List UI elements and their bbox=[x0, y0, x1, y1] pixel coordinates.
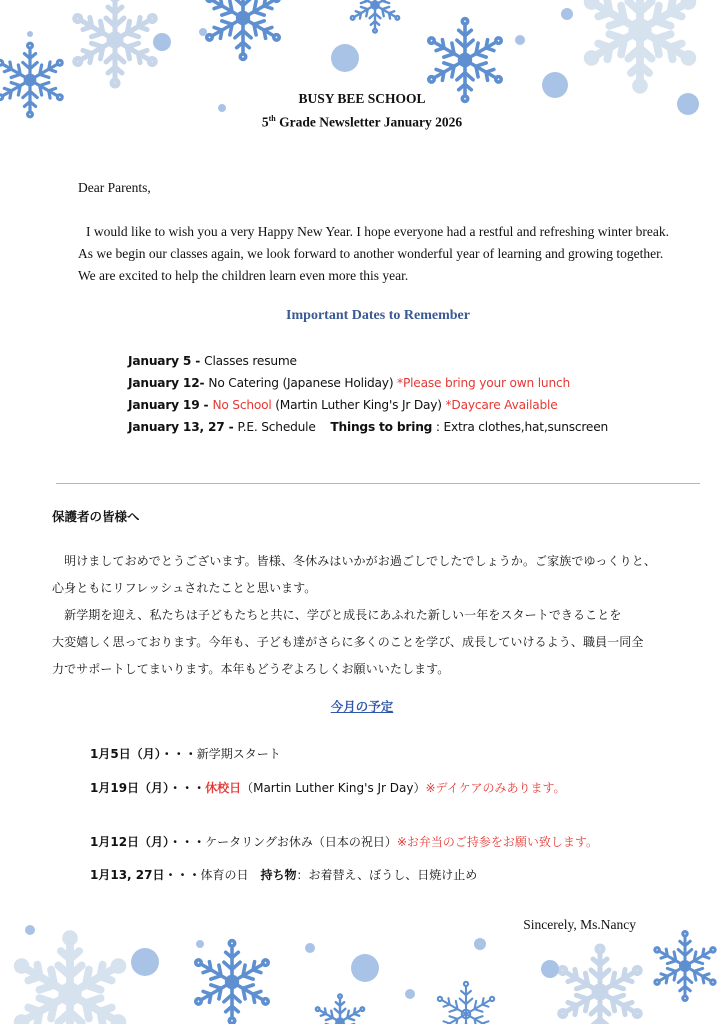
snowflake-icon bbox=[582, 0, 697, 90]
schedule-row: 1月19日（月）・・・休校日（Martin Luther King's Jr Day）※デイケアのみあります。 bbox=[90, 781, 566, 795]
date-row: January 12- No Catering (Japanese Holiday) *Please bring your own lunch bbox=[128, 376, 570, 390]
schedule-heading: 今月の予定 bbox=[330, 699, 394, 714]
snowflake-icon bbox=[652, 932, 719, 1001]
english-paragraph: I would like to wish you a very Happy New Year. I hope everyone had a restful and refreshing winter break. As we begin our classes again, we look forward to another wonderful year of learning and growing together. We are excited to help the children learn even more this year. bbox=[78, 224, 669, 283]
schedule-row: 1月12日（月）・・・ケータリングお休み（日本の祝日）※お弁当のご持参をお願い致します。 bbox=[90, 835, 598, 849]
japanese-paragraph: 明けましておめでとうございます。皆様、冬休みはいかがお過ごしでしたでしょうか。ご家族でゆっくりと、 心身ともにリフレッシュされたことと思います。 新学期を迎え、私たちは子どもたちと共に、学びと成長にあふれた新しい一年をスタートできることを 大変嬉しく思っております。今年も、子ども達がさらに多くのことを学び、成長していけるよう、職員一同全 力でサポートしてまいります。本年もどうぞよろしくお願いいたします。 bbox=[52, 554, 656, 676]
schedule-row: 1月5日（月）・・・新学期スタート bbox=[90, 747, 281, 761]
top-snowflake-border bbox=[0, 0, 724, 130]
important-dates-heading: Important Dates to Remember bbox=[286, 308, 470, 323]
important-dates-list bbox=[128, 350, 608, 438]
snowflake-icon bbox=[313, 994, 366, 1024]
schedule-row: 1月13, 27日・・・体育の日 持ち物：お着替え、ぼうし、日焼け止め bbox=[90, 868, 478, 882]
school-name: BUSY BEE SCHOOL bbox=[298, 91, 426, 106]
snowflake-icon bbox=[425, 19, 505, 102]
section-divider bbox=[56, 483, 700, 484]
newsletter-title: 5th Grade Newsletter January 2026 bbox=[261, 114, 463, 130]
snowflake-icon bbox=[71, 0, 160, 86]
date-row: January 5 - Classes resume bbox=[128, 354, 297, 368]
japanese-greeting: 保護者の皆様へ bbox=[52, 509, 140, 524]
snowflake-icon bbox=[192, 941, 272, 1024]
date-row: January 19 - No School (Martin Luther King's Jr Day) *Daycare Available bbox=[128, 398, 558, 412]
snowflake-icon bbox=[556, 946, 645, 1024]
snowflake-icon bbox=[203, 0, 283, 59]
signature: Sincerely, Ms.Nancy bbox=[523, 917, 636, 932]
snowflake-icon bbox=[348, 0, 401, 33]
snow-dots bbox=[25, 925, 559, 999]
snowflake-icon bbox=[12, 934, 127, 1024]
date-row: January 13, 27 - P.E. Schedule Things to bring : Extra clothes,hat,sunscreen bbox=[128, 420, 609, 434]
snowflake-icon bbox=[435, 982, 497, 1024]
english-greeting: Dear Parents, bbox=[78, 180, 151, 195]
